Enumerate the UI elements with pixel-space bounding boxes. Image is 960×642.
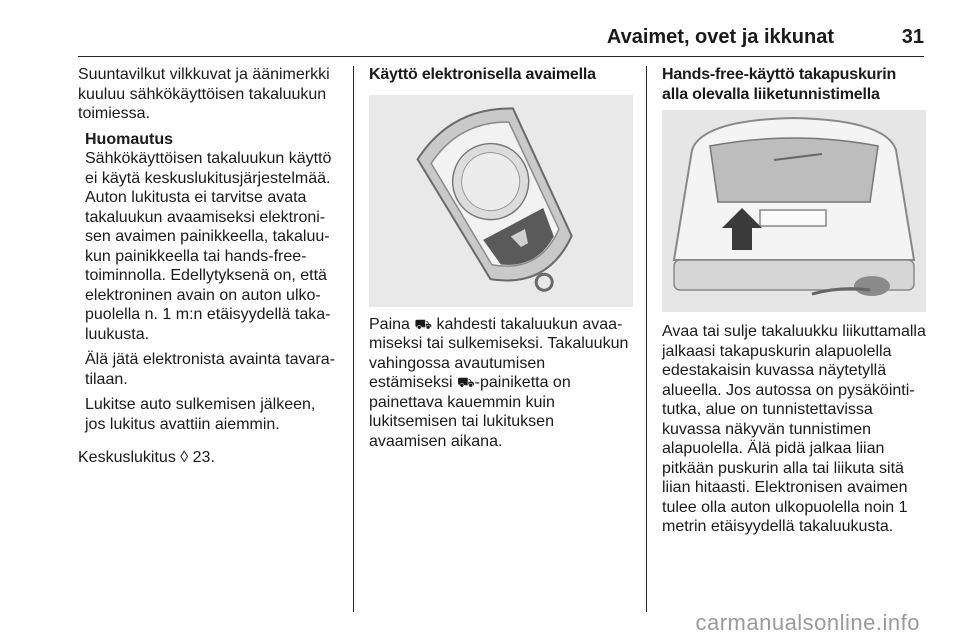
reference-text: Keskuslukitus <box>78 449 176 466</box>
column-divider <box>646 66 647 612</box>
chapter-title: Avaimet, ovet ja ikkunat <box>606 26 834 48</box>
note-paragraph: Älä jätä elektronista avainta tavaratilaan. <box>85 351 335 388</box>
section-heading: Hands-free-käyttö takapuskurin alla olevalla liiketunnistimella <box>662 66 897 103</box>
section-heading: Käyttö elektronisella avaimella <box>369 66 596 83</box>
hands-free-tailgate-illustration <box>662 110 926 312</box>
tailgate-button-icon: ⛟ <box>414 315 432 332</box>
note-heading: Huomautus <box>85 130 173 148</box>
column-1 <box>78 65 340 471</box>
page-header <box>78 26 924 57</box>
instruction-paragraph: Avaa tai sulje takaluukku liikuttamalla jalkaasi takapuskurin alapuolella edestakaisin kuvassa näytetyllä alueella. Jos autossa on pysäköintitutka, alue on tunnistettavissa kuvassa näkyvän tunnistimen alapuolella. Älä pidä jalkaa liian pitkään puskurin alla tai liikuta sitä liian hitaasti. Elektronisen avaimen tulee olla auton ulkopuolella noin 1 metrin etäisyydellä takaluukusta. <box>662 323 926 535</box>
column-3 <box>662 65 926 540</box>
note-paragraph: Lukitse auto sulkemisen jälkeen, jos lukitus avattiin aiemmin. <box>85 396 316 433</box>
page-ref-icon: ◊ <box>180 449 189 466</box>
intro-paragraph: Suuntavilkut vilkkuvat ja äänimerkki kuuluu sähkökäyttöisen takaluukun toimiessa. <box>78 66 330 122</box>
page-number: 31 <box>901 26 924 48</box>
instruction-paragraph: Paina ⛟ kahdesti takaluukun avaamiseksi tai sulkemiseksi. Takaluukun vahingossa avautumisen estämiseksi ⛟-painiketta on painettava kauemmin kuin lukitsemisen tai lukituksen avaamisen aikana. <box>369 315 629 450</box>
cross-reference[interactable] <box>78 448 340 468</box>
column-divider <box>353 66 354 612</box>
electronic-key-illustration <box>369 95 633 307</box>
reference-page: 23. <box>192 449 215 466</box>
watermark: carmanualsonline.info <box>695 610 920 635</box>
column-2 <box>369 65 633 454</box>
note-paragraph: Sähkökäyttöisen takaluukun käyttö ei käytä keskuslukitusjärjestelmää. Auton lukitusta ei tarvitse avata takaluukun avaamiseksi elektronisen avaimen painikkeella, takaluukun painikkeella tai hands-free-toiminnolla. Edellytyksenä on, että elektroninen avain on auton ulkopuolella n. 1 m:n etäisyydellä takaluukusta. <box>85 150 332 343</box>
tailgate-button-icon: ⛟ <box>457 374 475 390</box>
